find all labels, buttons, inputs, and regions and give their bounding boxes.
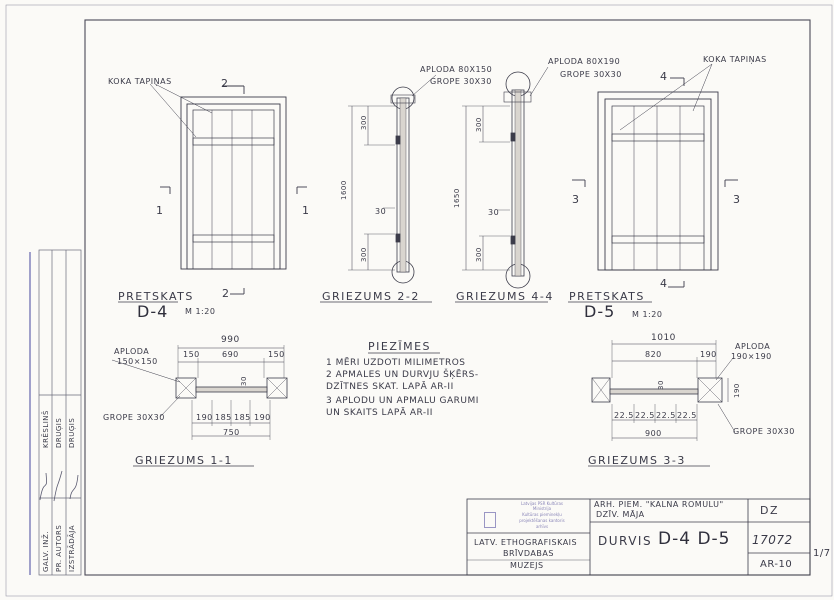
s33-aploda: APLODA [735,342,771,351]
side-name-1: KRĒSLINŠ [42,410,50,448]
corner-mark: 1/7 [813,548,831,559]
d5-code: D-5 [584,302,616,321]
d5-section-mark-bottom: 4 [660,277,669,290]
notes-title: PIEZĪMES [368,340,432,353]
sheet-number: AR-10 [760,559,793,570]
archive-stamp-mark [484,512,496,528]
stamp-line-4: projektēšanas kantoris [519,518,565,523]
project-line-1: ARH. PIEM. "KALNA ROMULU" [594,500,724,509]
s11-b1: 190 [196,413,213,422]
d4-code: D-4 [137,302,169,321]
s11-aploda: APLODA [114,347,150,356]
drawing-codes: D-4 D-5 [658,529,731,549]
s44-grope: GROPE 30X30 [560,70,622,79]
stamp-line-5: arhīvs [535,524,549,529]
d4-tapinas-label: KOKA TAPIŅAS [108,77,172,86]
s11-dim-mid: 30 [240,376,248,386]
side-name-2: DRUĢIS [55,417,63,448]
s44-aploda: APLODA 80X190 [548,57,621,66]
org-line-1: LATV. ETHOGRAFISKAIS [474,538,578,547]
side-role-2: PR. AUTORS [55,524,63,572]
side-role-1: GALV. INŽ. [42,530,50,572]
d5-scale: M 1:20 [632,310,663,319]
archive-stamp [500,501,584,531]
s22-dim-top: 300 [360,115,368,130]
d5-section-mark-top: 4 [660,70,669,83]
s11-total: 990 [221,335,240,345]
s22-dim-bottom: 300 [360,247,368,262]
d4-section-right: 1 [302,204,311,217]
d4-section-mark-bottom: 2 [222,287,231,300]
d4-section-mark-top: 2 [221,77,230,90]
s33-dim-c: 190 [700,350,717,359]
s33-dim-mid: 30 [657,380,665,390]
s22-dim-mid: 30 [375,207,387,216]
s33-title: GRIEZUMS 3-3 [588,454,686,467]
s33-side: 190 [733,383,741,398]
s33-b2: 22.5 [635,411,655,420]
note-line-3: DZĪTNES SKAT. LAPĀ AR-II [326,382,454,392]
d4-scale: M 1:20 [185,307,216,316]
door-d4-front-view [150,84,307,294]
d4-view-label: PRETSKATS [118,290,194,303]
s11-bottom: 750 [223,428,240,437]
s11-grope: GROPE 30X30 [103,413,165,422]
s22-aploda: APLODA 80X150 [420,65,493,74]
s11-dim-b: 690 [222,350,239,359]
s44-dim-total: 1650 [453,188,461,208]
dz-label: DZ [760,504,780,517]
s11-title: GRIEZUMS 1-1 [135,454,233,467]
s44-dim-mid: 30 [488,208,500,217]
s11-dim-a: 150 [183,350,200,359]
s22-dim-total: 1600 [340,180,348,200]
s44-title: GRIEZUMS 4-4 [456,290,554,303]
s11-b3: 185 [234,413,251,422]
door-d5-front-view [572,64,738,287]
s33-bottom: 900 [645,429,662,438]
s22-title: GRIEZUMS 2-2 [322,290,420,303]
org-line-3: MUZEJS [510,561,544,570]
s44-dim-top: 300 [475,117,483,132]
s33-b4: 22.5 [677,411,697,420]
note-line-5: UN SKAITS LAPĀ AR-II [326,408,433,418]
side-role-3: IZSTRĀDĀJA [68,524,76,572]
d5-section-right: 3 [733,193,742,206]
s11-b4: 190 [254,413,271,422]
org-line-2: BRĪVDABAS [503,549,554,558]
project-line-2: DZĪV. MĀJA [596,510,645,519]
s33-total: 1010 [651,333,676,343]
d5-view-label: PRETSKATS [569,290,645,303]
d4-section-left: 1 [156,204,165,217]
d5-tapinas-label: KOKA TAPIŅAS [703,55,767,64]
side-name-3: DRUĢIS [68,417,76,448]
dz-number: 17072 [752,533,793,547]
stamp-line-3: Kultūras pieminekļu [522,512,562,517]
stamp-line-1: Latvijas PSR Kultūras [521,501,563,506]
note-line-4: 3 APLODU UN APMALU GARUMI [326,396,479,406]
s22-grope: GROPE 30X30 [430,77,492,86]
s33-b1: 22.5 [614,411,634,420]
s33-dim-b: 820 [645,350,662,359]
s44-dim-bottom: 300 [475,247,483,262]
note-line-1: 1 MĒRI UZDOTI MILIMETROS [326,358,466,368]
s33-aploda-size: 190×190 [731,352,772,361]
drawing-title: DURVIS [598,534,653,548]
signature-scribbles [36,465,86,505]
s11-dim-c: 150 [268,350,285,359]
d5-section-left: 3 [572,193,581,206]
s33-grope: GROPE 30X30 [733,427,795,436]
s11-b2: 185 [215,413,232,422]
s33-b3: 22.5 [656,411,676,420]
s11-aploda-size: 150×150 [117,357,158,366]
note-line-2: 2 APMALES UN DURVJU ŠĶĒRS- [326,370,479,380]
stamp-line-2: Ministrija [532,506,552,511]
